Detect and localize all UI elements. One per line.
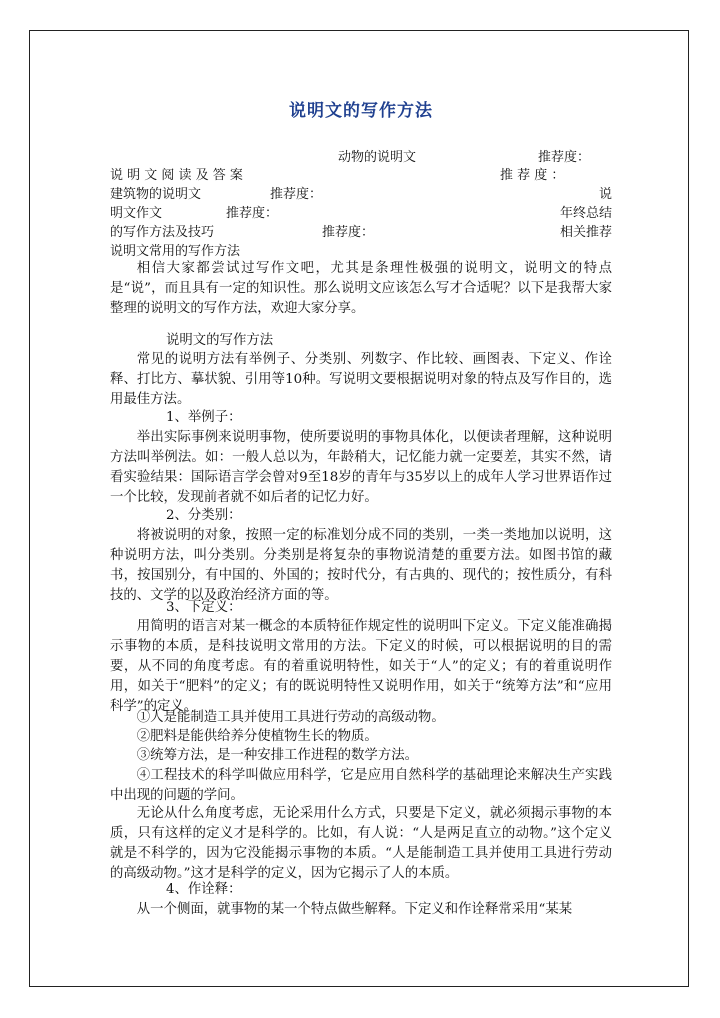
overview-paragraph: 常见的说明方法有举例子、分类别、列数字、作比较、画图表、下定义、作诠释、打比方、摹状貌、引用等10种。写说明文要根据说明对象的特点及写作目的，选用最佳方法。 — [110, 352, 612, 407]
document-title: 说明文的写作方法 — [289, 101, 433, 121]
intro-paragraph: 相信大家都尝试过写作文吧，尤其是条理性极强的说明文，说明文的特点是“说”，而且具有一定的知识性。那么说明文应该怎么写才合适呢？以下是我帮大家整理的说明文的写作方法，欢迎大家分享。 — [110, 261, 612, 316]
recommend-rating-label: 推荐度： — [270, 187, 323, 202]
recommend-row-6 — [110, 240, 612, 260]
example-1: ①人是能制造工具并使用工具进行劳动的高级动物。 — [136, 710, 445, 725]
recommend-rating-label: 推荐度： — [322, 225, 375, 240]
recommend-link[interactable]: 相关推荐 — [559, 225, 612, 240]
paragraph-example: 举出实际事例来说明事物，使所要说明的事物具体化，以便读者理解，这种说明方法叫举例法。如：一般人总以为，年龄稍大，记忆能力就一定要差，其实不然，请看实验结果：国际语言学会曾对9至18岁的青年与35岁以上的成年人学习世界语作过一个比较，发现前者就不如后者的记忆力好。 — [110, 430, 612, 505]
paragraph-definition: 用简明的语言对某一概念的本质特征作规定性的说明叫下定义。下定义能准确揭示事物的本质，是科技说明文常用的方法。下定义的时候，可以根据说明的目的需要，从不同的角度考虑。有的着重说明特性，如关于“人”的定义；有的着重说明作用，如关于“肥料”的定义；有的既说明特性又说明作用，如关于“统筹方法”和“应用科学”的定义。 — [110, 619, 612, 714]
recommend-link[interactable]: 明文作文 — [110, 206, 163, 221]
section-heading: 说明文的写作方法 — [166, 333, 274, 348]
paragraph-interpretation: 从一个侧面，就事物的某一个特点做些解释。下定义和作诠释常采用“某某 — [136, 902, 573, 917]
heading-interpretation: 4、作诠释： — [166, 882, 242, 897]
recommend-link[interactable]: 说 — [598, 187, 612, 202]
recommend-row-1 — [110, 146, 612, 166]
recommend-link[interactable]: 的写作方法及技巧 — [110, 225, 215, 240]
recommend-row-4 — [110, 202, 612, 222]
recommend-row-3 — [110, 183, 612, 203]
recommend-link[interactable]: 动物的说明文 — [338, 150, 417, 165]
paragraph-definition-note: 无论从什么角度考虑，无论采用什么方式，只要是下定义，就必须揭示事物的本质，只有这样的定义才是科学的。比如，有人说：“人是两足直立的动物。”这个定义就是不科学的，因为它没能揭示事物的本质。“人是能制造工具并使用工具进行劳动的高级动物。”这才是科学的定义，因为它揭示了人的本质。 — [110, 806, 612, 881]
recommend-rating-label: 推 荐 度 ： — [500, 168, 565, 183]
recommend-rating-label: 推荐度： — [226, 206, 279, 221]
recommend-rating-label: 推荐度： — [538, 150, 591, 165]
example-4: ④工程技术的科学叫做应用科学，它是应用自然科学的基础理论来解决生产实践中出现的问题的学问。 — [110, 768, 612, 803]
example-2: ②肥料是能供给养分使植物生长的物质。 — [136, 729, 378, 744]
heading-example: 1、举例子： — [166, 410, 242, 425]
paragraph-classification: 将被说明的对象，按照一定的标准划分成不同的类别，一类一类地加以说明，这种说明方法，叫分类别。分类别是将复杂的事物说清楚的重要方法。如图书馆的藏书，按国别分，有中国的、外国的；按时代分，有古典的、现代的；按性质分，有科技的、文学的以及政治经济方面的等。 — [110, 528, 612, 603]
recommend-row-5 — [110, 221, 612, 241]
recommend-link[interactable]: 说 明 文 阅 读 及 答 案 — [110, 168, 243, 183]
recommend-row-2 — [110, 164, 612, 184]
heading-classification: 2、分类别： — [166, 508, 242, 523]
recommend-link[interactable]: 说明文常用的写作方法 — [110, 244, 241, 259]
recommend-link[interactable]: 建筑物的说明文 — [110, 187, 202, 202]
heading-definition: 3、下定义： — [166, 600, 242, 615]
example-3: ③统筹方法，是一种安排工作进程的数学方法。 — [136, 748, 418, 763]
recommend-link[interactable]: 年终总结 — [559, 206, 612, 221]
